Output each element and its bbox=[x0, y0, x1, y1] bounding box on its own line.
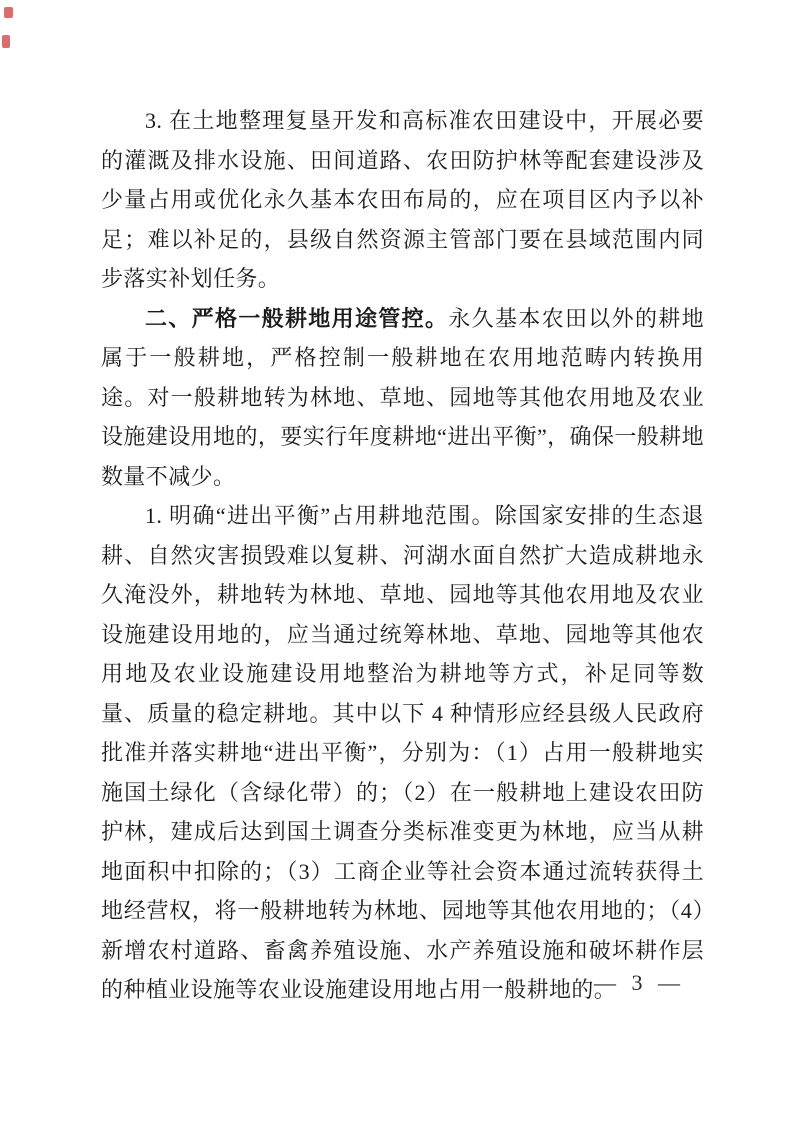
scan-artifact-speck bbox=[2, 35, 10, 48]
paragraph-item-3: 3. 在土地整理复垦开发和高标准农田建设中，开展必要的灌溉及排水设施、田间道路、农田防护林等配套建设涉及少量占用或优化永久基本农田布局的，应在项目区内予以补足；难以补足的，县级自然资源主管部门要在县域范围内同步落实补划任务。 bbox=[101, 108, 704, 291]
paragraph-section-2 bbox=[101, 299, 704, 497]
section-2-body-text: 永久基本农田以外的耕地属于一般耕地，严格控制一般耕地在农用地范畴内转换用途。对一般耕地转为林地、草地、园地等其他农用地及农业设施建设用地的，要实行年度耕地“进出平衡”，确保一般耕地数量不减少。 bbox=[101, 305, 704, 489]
paragraph-item-1: 1. 明确“进出平衡”占用耕地范围。除国家安排的生态退耕、自然灾害损毁难以复耕、河湖水面自然扩大造成耕地永久淹没外，耕地转为林地、草地、园地等其他农用地及农业设施建设用地的，应当通过统筹林地、草地、园地等其他农用地及农业设施建设用地整治为耕地等方式，补足同等数量、质量的稳定耕地。其中以下 4 种情形应经县级人民政府批准并落实耕地“进出平衡”，分别为：（1）占用一般耕地实施国土绿化（含绿化带）的；（2）在一般耕地上建设农田防护林，建成后达到国土调查分类标准变更为林地，应当从耕地面积中扣除的；（3）工商企业等社会资本通过流转获得土地经营权，将一般耕地转为林地、园地等其他农用地的；（4）新增农村道路、畜禽养殖设施、水产养殖设施和破坏耕作层的种植业设施等农业设施建设用地占用一般耕地的。 bbox=[101, 503, 704, 1002]
scan-artifact-speck bbox=[4, 7, 13, 18]
page-number: — 3 — bbox=[594, 970, 680, 995]
section-2-heading: 二、严格一般耕地用途管控。 bbox=[145, 305, 449, 331]
document-body bbox=[101, 101, 704, 1010]
